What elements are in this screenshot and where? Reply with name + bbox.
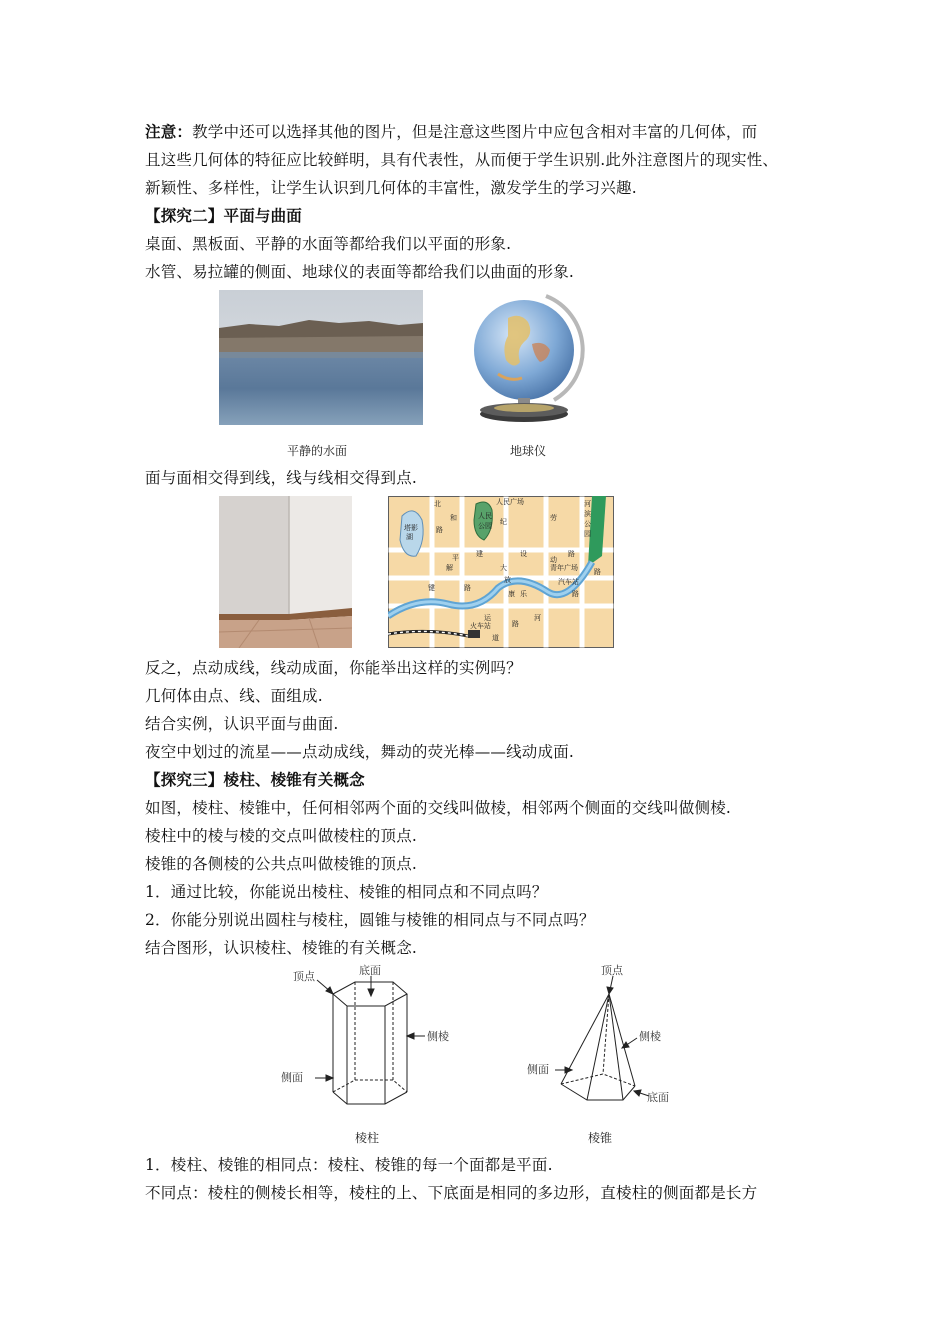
prism-label-base: 底面 — [359, 964, 381, 977]
calm-water-caption: 平静的水面 — [287, 444, 348, 458]
calm-water-photo — [219, 290, 423, 425]
notice-line-3: 新颖性、多样性，让学生认识到几何体的丰富性，激发学生的学习兴趣. — [145, 179, 637, 197]
section3-paragraph-3: 棱锥的各侧棱的公共点叫做棱锥的顶点. — [145, 855, 418, 873]
svg-text:设: 设 — [520, 550, 527, 558]
svg-text:人民: 人民 — [478, 512, 492, 520]
section2-paragraph-5: 几何体由点、线、面组成. — [145, 687, 323, 705]
svg-text:汽车站: 汽车站 — [558, 578, 579, 586]
section3-heading: 【探究三】棱柱、棱锥有关概念 — [145, 770, 365, 789]
prism-caption: 棱柱 — [355, 1131, 380, 1145]
section2-paragraph-4: 反之，点动成线，线动成面，你能举出这样的实例吗？ — [145, 659, 522, 677]
svg-text:路: 路 — [464, 584, 471, 592]
svg-text:火车站: 火车站 — [470, 622, 491, 630]
svg-text:乐: 乐 — [520, 590, 527, 598]
svg-text:河: 河 — [534, 614, 541, 622]
svg-text:建: 建 — [476, 550, 483, 558]
svg-text:路: 路 — [568, 550, 575, 558]
notice-line-2: 且这些几何体的特征应比较鲜明，具有代表性，从而便于学生识别.此外注意图片的现实性、 — [145, 151, 779, 169]
section2-paragraph-6: 结合实例，认识平面与曲面. — [145, 715, 339, 733]
section2-paragraph-1: 桌面、黑板面、平静的水面等都给我们以平面的形象. — [145, 235, 512, 253]
svg-text:和: 和 — [450, 514, 457, 522]
svg-text:人民广场: 人民广场 — [496, 498, 524, 506]
notice-line-1 — [145, 119, 757, 145]
svg-text:动: 动 — [550, 556, 557, 564]
svg-text:路: 路 — [572, 590, 579, 598]
svg-text:键: 键 — [428, 584, 435, 592]
prism-label-lateral-face: 侧面 — [281, 1071, 303, 1084]
svg-text:河: 河 — [584, 500, 591, 508]
prism-diagram — [275, 962, 475, 1112]
svg-text:放: 放 — [504, 576, 511, 584]
notice-text-1: 教学中还可以选择其他的图片，但是注意这些图片中应包含相对丰富的几何体，而 — [192, 123, 758, 141]
svg-text:大: 大 — [500, 564, 507, 572]
svg-text:劳: 劳 — [550, 514, 557, 522]
section2-paragraph-2: 水管、易拉罐的侧面、地球仪的表面等都给我们以曲面的形象. — [145, 263, 575, 281]
notice-prefix: 注意： — [145, 122, 193, 141]
globe-caption: 地球仪 — [510, 444, 547, 458]
section3-paragraph-4: 结合图形，认识棱柱、棱锥的有关概念. — [145, 939, 418, 957]
pyramid-diagram — [525, 962, 675, 1112]
globe-photo — [458, 290, 598, 425]
svg-text:滨: 滨 — [584, 510, 591, 518]
svg-text:公: 公 — [584, 520, 591, 528]
pyramid-label-base: 底面 — [647, 1091, 669, 1104]
svg-text:纪: 纪 — [500, 518, 507, 526]
pyramid-label-vertex: 顶点 — [601, 964, 623, 977]
section3-answer-2: 不同点：棱柱的侧棱长相等，棱柱的上、下底面是相同的多边形，直棱柱的侧面都是长方 — [145, 1184, 758, 1202]
svg-text:解: 解 — [446, 564, 453, 572]
prism-label-vertex: 顶点 — [293, 970, 315, 983]
city-map — [388, 496, 614, 648]
section2-paragraph-3: 面与面相交得到线，线与线相交得到点. — [145, 469, 418, 487]
pyramid-label-lateral-face: 侧面 — [527, 1063, 549, 1076]
svg-text:北: 北 — [434, 500, 441, 508]
svg-text:路: 路 — [512, 620, 519, 628]
svg-text:运: 运 — [484, 614, 491, 622]
section3-question-1: 1．通过比较，你能说出棱柱、棱锥的相同点和不同点吗？ — [145, 883, 548, 901]
svg-text:园: 园 — [584, 530, 591, 538]
room-corner-photo — [219, 496, 352, 648]
section2-heading: 【探究二】平面与曲面 — [145, 206, 303, 225]
svg-text:青年广场: 青年广场 — [550, 564, 578, 572]
section3-paragraph-1: 如图，棱柱、棱锥中，任何相邻两个面的交线叫做棱，相邻两个侧面的交线叫做侧棱. — [145, 799, 732, 817]
section2-paragraph-7: 夜空中划过的流星——点动成线，舞动的荧光棒——线动成面. — [145, 743, 575, 761]
pyramid-caption: 棱锥 — [588, 1131, 613, 1145]
section3-answer-1: 1．棱柱、棱锥的相同点：棱柱、棱锥的每一个面都是平面. — [145, 1156, 553, 1174]
pyramid-label-lateral-edge: 侧棱 — [639, 1030, 661, 1043]
svg-text:路: 路 — [436, 526, 443, 534]
section3-question-2: 2．你能分别说出圆柱与棱柱，圆锥与棱锥的相同点与不同点吗？ — [145, 911, 595, 929]
svg-text:塔影: 塔影 — [404, 524, 418, 532]
prism-label-lateral-edge: 侧棱 — [427, 1030, 449, 1043]
svg-text:平: 平 — [452, 554, 459, 562]
svg-text:路: 路 — [594, 568, 601, 576]
section3-paragraph-2: 棱柱中的棱与棱的交点叫做棱柱的顶点. — [145, 827, 418, 845]
svg-text:道: 道 — [492, 634, 499, 642]
svg-text:康: 康 — [508, 590, 515, 598]
svg-text:公园: 公园 — [478, 522, 492, 530]
svg-text:湖: 湖 — [406, 533, 413, 541]
